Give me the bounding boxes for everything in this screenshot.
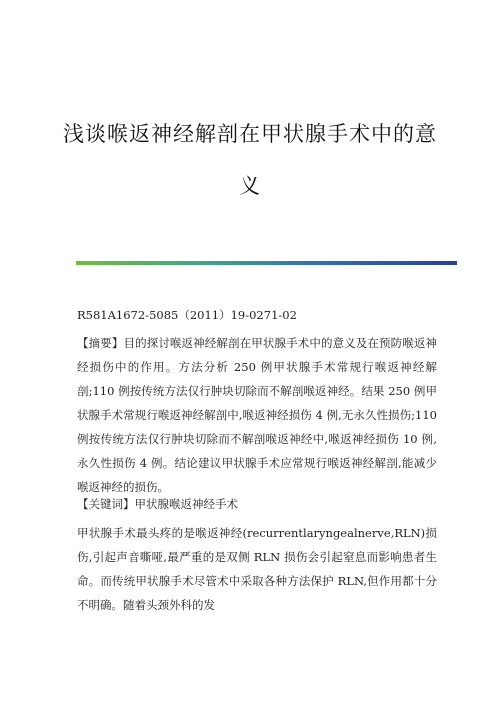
document-title-continued: 义 <box>239 174 261 198</box>
document-title: 浅谈喉返神经解剖在甲状腺手术中的意 <box>63 122 437 146</box>
keywords-label: 【关键词】 <box>77 497 135 511</box>
abstract-paragraph <box>77 331 437 499</box>
abstract-label: 【摘要】 <box>77 336 124 350</box>
body-paragraph: 甲状腺手术最头疼的是喉返神经(recurrentlaryngealnerve,RLN)损伤,引起声音嘶哑,最严重的是双侧 RLN 损伤会引起窒息而影响患者生命。而传统甲状腺手术尽管术中采取各种方法保护 RLN,但作用都十分不明确。随着头颈外科的发 <box>77 526 437 612</box>
keywords-paragraph <box>77 492 437 516</box>
keywords-text: 甲状腺喉返神经手术 <box>134 497 238 511</box>
title-divider-rule <box>76 261 457 265</box>
abstract-text: 目的探讨喉返神经解剖在甲状腺手术中的意义及在预防喉返神经损伤中的作用。方法分析 250 例甲状腺手术常规行喉返神经解剖;110 例按传统方法仅行肿块切除而不解剖喉返神经。结果 250 例甲状腺手术常规行喉返神经解剖中,喉返神经损伤 4 例,无永久性损伤;110 例按传统方法仅行肿块切除而不解剖喉返神经中,喉返神经损伤 10 例,永久性损伤 4 例。结论建议甲状腺手术应常规行喉返神经解剖,能减少喉返神经的损伤。 <box>77 336 437 494</box>
classification-number: R581A1672-5085（2011）19-0271-02 <box>77 308 297 322</box>
